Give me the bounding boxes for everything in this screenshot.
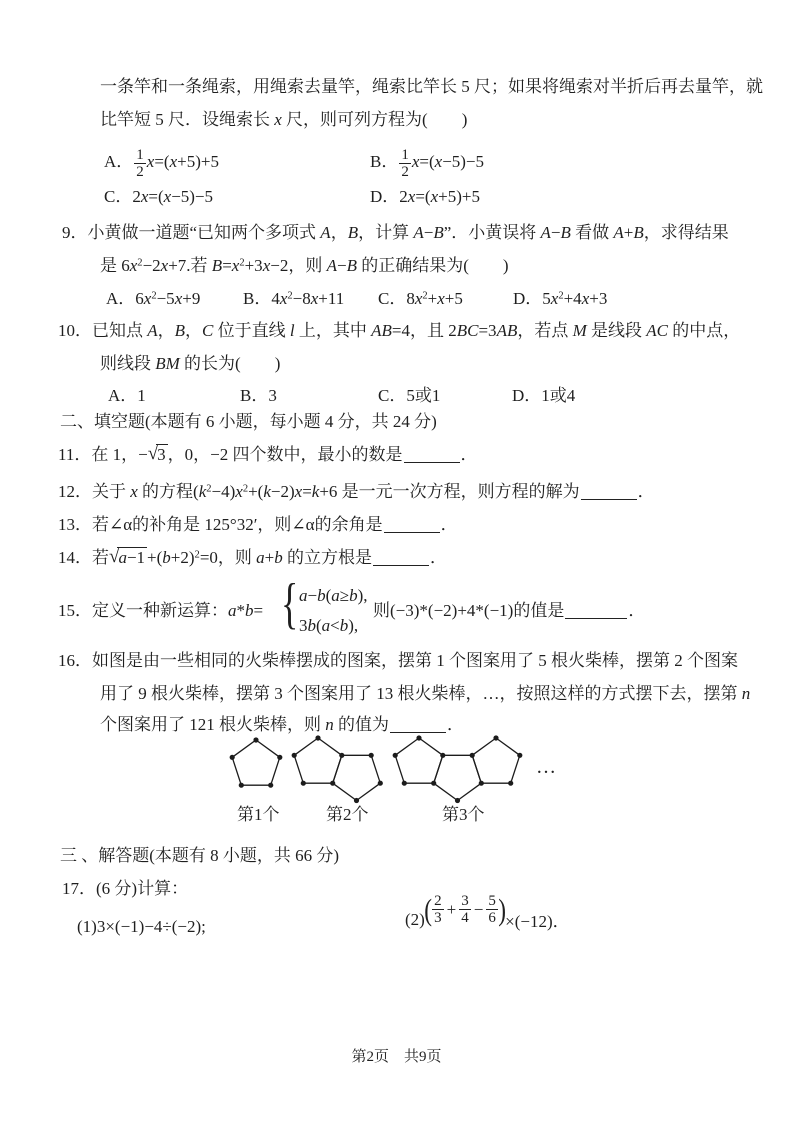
pattern-1-label: 第1个 <box>237 805 280 824</box>
q12-text: 12．关于 x 的方程$(k^2-4)x^2+(k-2)x=k+6$ 是一元一次方程，则方程的解为 <box>58 482 580 501</box>
answer-blank <box>373 551 429 566</box>
option-label: B． <box>370 152 399 171</box>
q14-text: 14．若 <box>58 548 109 567</box>
answer-blank <box>404 448 460 463</box>
page-footer: 第2页 共9页 <box>351 1049 442 1065</box>
q9-option-d: D．$5x^2+4x+3$ <box>513 289 608 308</box>
q17-heading: 17．(6 分)计算： <box>62 879 189 898</box>
period: ． <box>440 515 458 534</box>
q10-option-c: C．5或1 <box>378 386 441 405</box>
q17-part2-tail: ×(−12)． <box>505 912 570 932</box>
big-left-paren: ( <box>424 891 432 927</box>
q11 <box>58 443 478 467</box>
answer-blank <box>581 485 637 500</box>
minus-operator: − <box>473 899 484 919</box>
sqrt-radical: √3 <box>147 443 166 464</box>
sqrt-radical: √a−1 <box>109 546 146 567</box>
q17-part2 <box>405 891 570 932</box>
q10-option-d: D．1或4 <box>512 386 576 405</box>
q9-line2: 是 $6x^2-2x+7$.若 $B=x^2+3x-2$，则 A−B 的正确结果为( ) <box>100 256 509 275</box>
q15-case-2: 3b(a<b), <box>299 616 359 635</box>
fraction: $\frac{1}{2}$ <box>401 147 409 181</box>
q8-option-c: C．2x=(x−5)−5 <box>104 187 214 206</box>
q8-line1: 一条竿和一条绳索，用绳索去量竿，绳索比竿长 5 尺；如果将绳索对半折后再去量竿，就 <box>100 77 763 96</box>
q10-option-a: A．1 <box>108 386 146 405</box>
q11-text: 11．在 1，− <box>58 445 148 464</box>
q8-option-b <box>370 140 484 184</box>
fraction: $\frac{5}{6}$ <box>488 893 496 927</box>
section-2-heading: 二、填空题(本题有 6 小题，每小题 4 分，共 24 分) <box>60 412 437 431</box>
q16-line1: 16．如图是由一些相同的火柴棒摆成的图案，摆第 1 个图案用了 5 根火柴棒，摆第 2 个图案 <box>58 651 738 670</box>
answer-blank <box>384 518 440 533</box>
q17-part2-label: (2) <box>405 909 425 929</box>
pattern-3-pentagons <box>395 738 520 801</box>
section-3-heading: 三 、解答题(本题有 8 小题，共 66 分) <box>60 846 340 865</box>
q16-line3-text: 个图案用了 121 根火柴棒，则 n 的值为 <box>100 715 389 734</box>
piecewise-brace: { <box>281 571 299 635</box>
q14-text-2: $+(b+2)^2=0$，则 a+b 的立方根是 <box>147 548 372 567</box>
q9-option-b: B．$4x^2-8x+11$ <box>243 289 345 308</box>
q14 <box>58 546 447 570</box>
q17-part1: (1)3×(−1)−4÷(−2); <box>77 917 206 936</box>
q11-text-2: ，0，−2 四个数中，最小的数是 <box>167 445 403 464</box>
q15-lead: 15．定义一种新运算：a*b= <box>58 601 264 620</box>
period: ． <box>628 601 646 620</box>
answer-blank <box>565 604 627 619</box>
pattern-3-label: 第3个 <box>442 805 485 824</box>
plus-operator: + <box>446 899 457 919</box>
option-label: A． <box>104 152 134 171</box>
fraction: $\frac{3}{4}$ <box>461 893 469 927</box>
q9-option-c: C．$8x^2+x+5$ <box>378 289 463 308</box>
q8-line2: 比竿短 5 尺．设绳索长 x 尺，则可列方程为( ) <box>100 110 468 129</box>
fraction: $\frac{1}{2}$ <box>136 147 144 181</box>
q9-line1: 9．小黄做一道题“已知两个多项式 A，B，计算 A−B”．小黄误将 A−B 看做 A+B，求得结果 <box>62 223 729 242</box>
q10-option-b: B．3 <box>240 386 277 405</box>
q10-line1: 10．已知点 A，B，C 位于直线 l 上，其中 AB=4，且 2BC=3AB，若点 M 是线段 AC 的中点， <box>58 321 741 340</box>
q15-case-1: a−b(a≥b), <box>299 586 368 605</box>
q16-line2: 用了 9 根火柴棒，摆第 3 个图案用了 13 根火柴棒，…，按照这样的方式摆下去，摆第 n <box>100 684 751 703</box>
q8-option-d: D．2x=(x+5)+5 <box>370 187 480 206</box>
pattern-2-pentagons <box>294 738 380 801</box>
period: ． <box>430 548 447 567</box>
period: ． <box>447 715 464 734</box>
period: ． <box>460 445 478 464</box>
q15-tail-text: 则(−3)*(−2)+4*(−1)的值是 <box>373 601 565 620</box>
q15-tail <box>373 600 645 622</box>
matchstick-patterns-figure <box>195 722 595 814</box>
q10-line2: 则线段 BM 的长为( ) <box>100 354 281 373</box>
q12 <box>58 481 655 503</box>
fraction: $\frac{2}{3}$ <box>434 893 442 927</box>
big-right-paren: ) <box>498 891 506 927</box>
option-expression: x=(x−5)−5 <box>411 152 485 171</box>
figure-ellipsis: … <box>536 756 557 778</box>
pattern-2-label: 第2个 <box>326 805 369 824</box>
option-expression: x=(x+5)+5 <box>146 152 219 171</box>
q9-option-a: A．$6x^2-5x+9$ <box>106 289 201 308</box>
q13 <box>58 514 458 536</box>
q8-option-a <box>104 140 219 184</box>
q13-text: 13．若∠α的补角是 125°32′，则∠α的余角是 <box>58 515 383 534</box>
period: ． <box>637 482 655 501</box>
pattern-1-pentagon <box>232 740 280 785</box>
